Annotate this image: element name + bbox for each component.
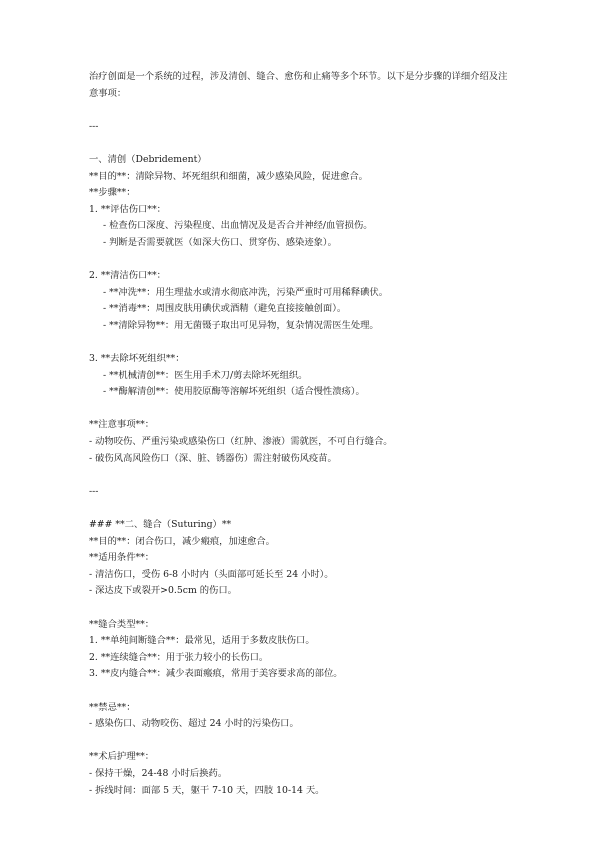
blank-line: [89, 467, 509, 484]
suture-types-label: **缝合类型**：: [89, 618, 155, 630]
section-2-heading: ### **二、缝合（Suturing）**: [89, 519, 232, 531]
notes-label: **注意事项**：: [89, 419, 155, 431]
section-1-steps-label: **步骤**：: [89, 187, 136, 199]
condition-item: - 清洁伤口，受伤 6-8 小时内（头面部可延长至 24 小时）。: [89, 568, 334, 580]
contraindication-item: - 感染伤口、动物咬伤、超过 24 小时的污染伤口。: [89, 718, 299, 730]
document-body: [89, 69, 509, 799]
step-2-item: - **消毒**：周围皮肤用碘伏或酒精（避免直接接触创面）。: [103, 303, 347, 315]
note-item: - 动物咬伤、严重污染或感染伤口（红肿、渗液）需就医，不可自行缝合。: [89, 436, 393, 448]
conditions-label: **适用条件**：: [89, 552, 155, 564]
blank-line: [89, 500, 509, 517]
condition-item: - 深达皮下或裂开>0.5cm 的伤口。: [89, 585, 237, 597]
separator: ---: [89, 485, 99, 497]
section-1-heading: 一、清创（Debridement）: [89, 153, 207, 165]
suture-type-item: 3. **皮内缝合**：减少表面瘢痕，常用于美容要求高的部位。: [89, 668, 343, 680]
step-2-title: 2. **清洁伤口**：: [89, 270, 166, 282]
blank-line: [89, 600, 509, 617]
aftercare-item: - 保持干燥，24-48 小时后换药。: [89, 767, 228, 779]
blank-line: [89, 683, 509, 700]
blank-line: [89, 135, 509, 152]
intro-paragraph: 治疗创面是一个系统的过程，涉及清创、缝合、愈伤和止痛等多个环节。以下是分步骤的详细介绍及注意事项：: [89, 71, 508, 99]
blank-line: [89, 401, 509, 418]
section-2-purpose: **目的**：闭合伤口，减少瘢痕，加速愈合。: [89, 535, 275, 547]
step-3-item: - **机械清创**：医生用手术刀/剪去除坏死组织。: [103, 369, 308, 381]
section-1-purpose: **目的**：清除异物、坏死组织和细菌，减少感染风险，促进愈合。: [89, 170, 368, 182]
suture-type-item: 1. **单纯间断缝合**：最常见，适用于多数皮肤伤口。: [89, 635, 315, 647]
step-1-item: - 检查伤口深度、污染程度、出血情况及是否合并神经/血管损伤。: [103, 220, 373, 232]
blank-line: [89, 335, 509, 352]
blank-line: [89, 733, 509, 750]
step-3-item: - **酶解清创**：使用胶原酶等溶解坏死组织（适合慢性溃疡）。: [103, 386, 365, 398]
step-2-item: - **冲洗**：用生理盐水或清水彻底冲洗，污染严重时可用稀释碘伏。: [103, 286, 389, 298]
suture-type-item: 2. **连续缝合**：用于张力较小的长伤口。: [89, 651, 269, 663]
blank-line: [89, 252, 509, 269]
aftercare-item: - 拆线时间：面部 5 天，躯干 7-10 天，四肢 10-14 天。: [89, 784, 325, 796]
aftercare-label: **术后护理**：: [89, 751, 155, 763]
contraindications-label: **禁忌**：: [89, 701, 136, 713]
step-3-title: 3. **去除坏死组织**：: [89, 353, 185, 365]
blank-line: [89, 102, 509, 119]
step-2-item: - **清除异物**：用无菌镊子取出可见异物，复杂情况需医生处理。: [103, 319, 379, 331]
step-1-item: - 判断是否需要就医（如深大伤口、贯穿伤、感染迹象）。: [103, 236, 337, 248]
step-1-title: 1. **评估伤口**：: [89, 203, 166, 215]
separator: ---: [89, 120, 99, 132]
note-item: - 破伤风高风险伤口（深、脏、锈器伤）需注射破伤风疫苗。: [89, 452, 337, 464]
